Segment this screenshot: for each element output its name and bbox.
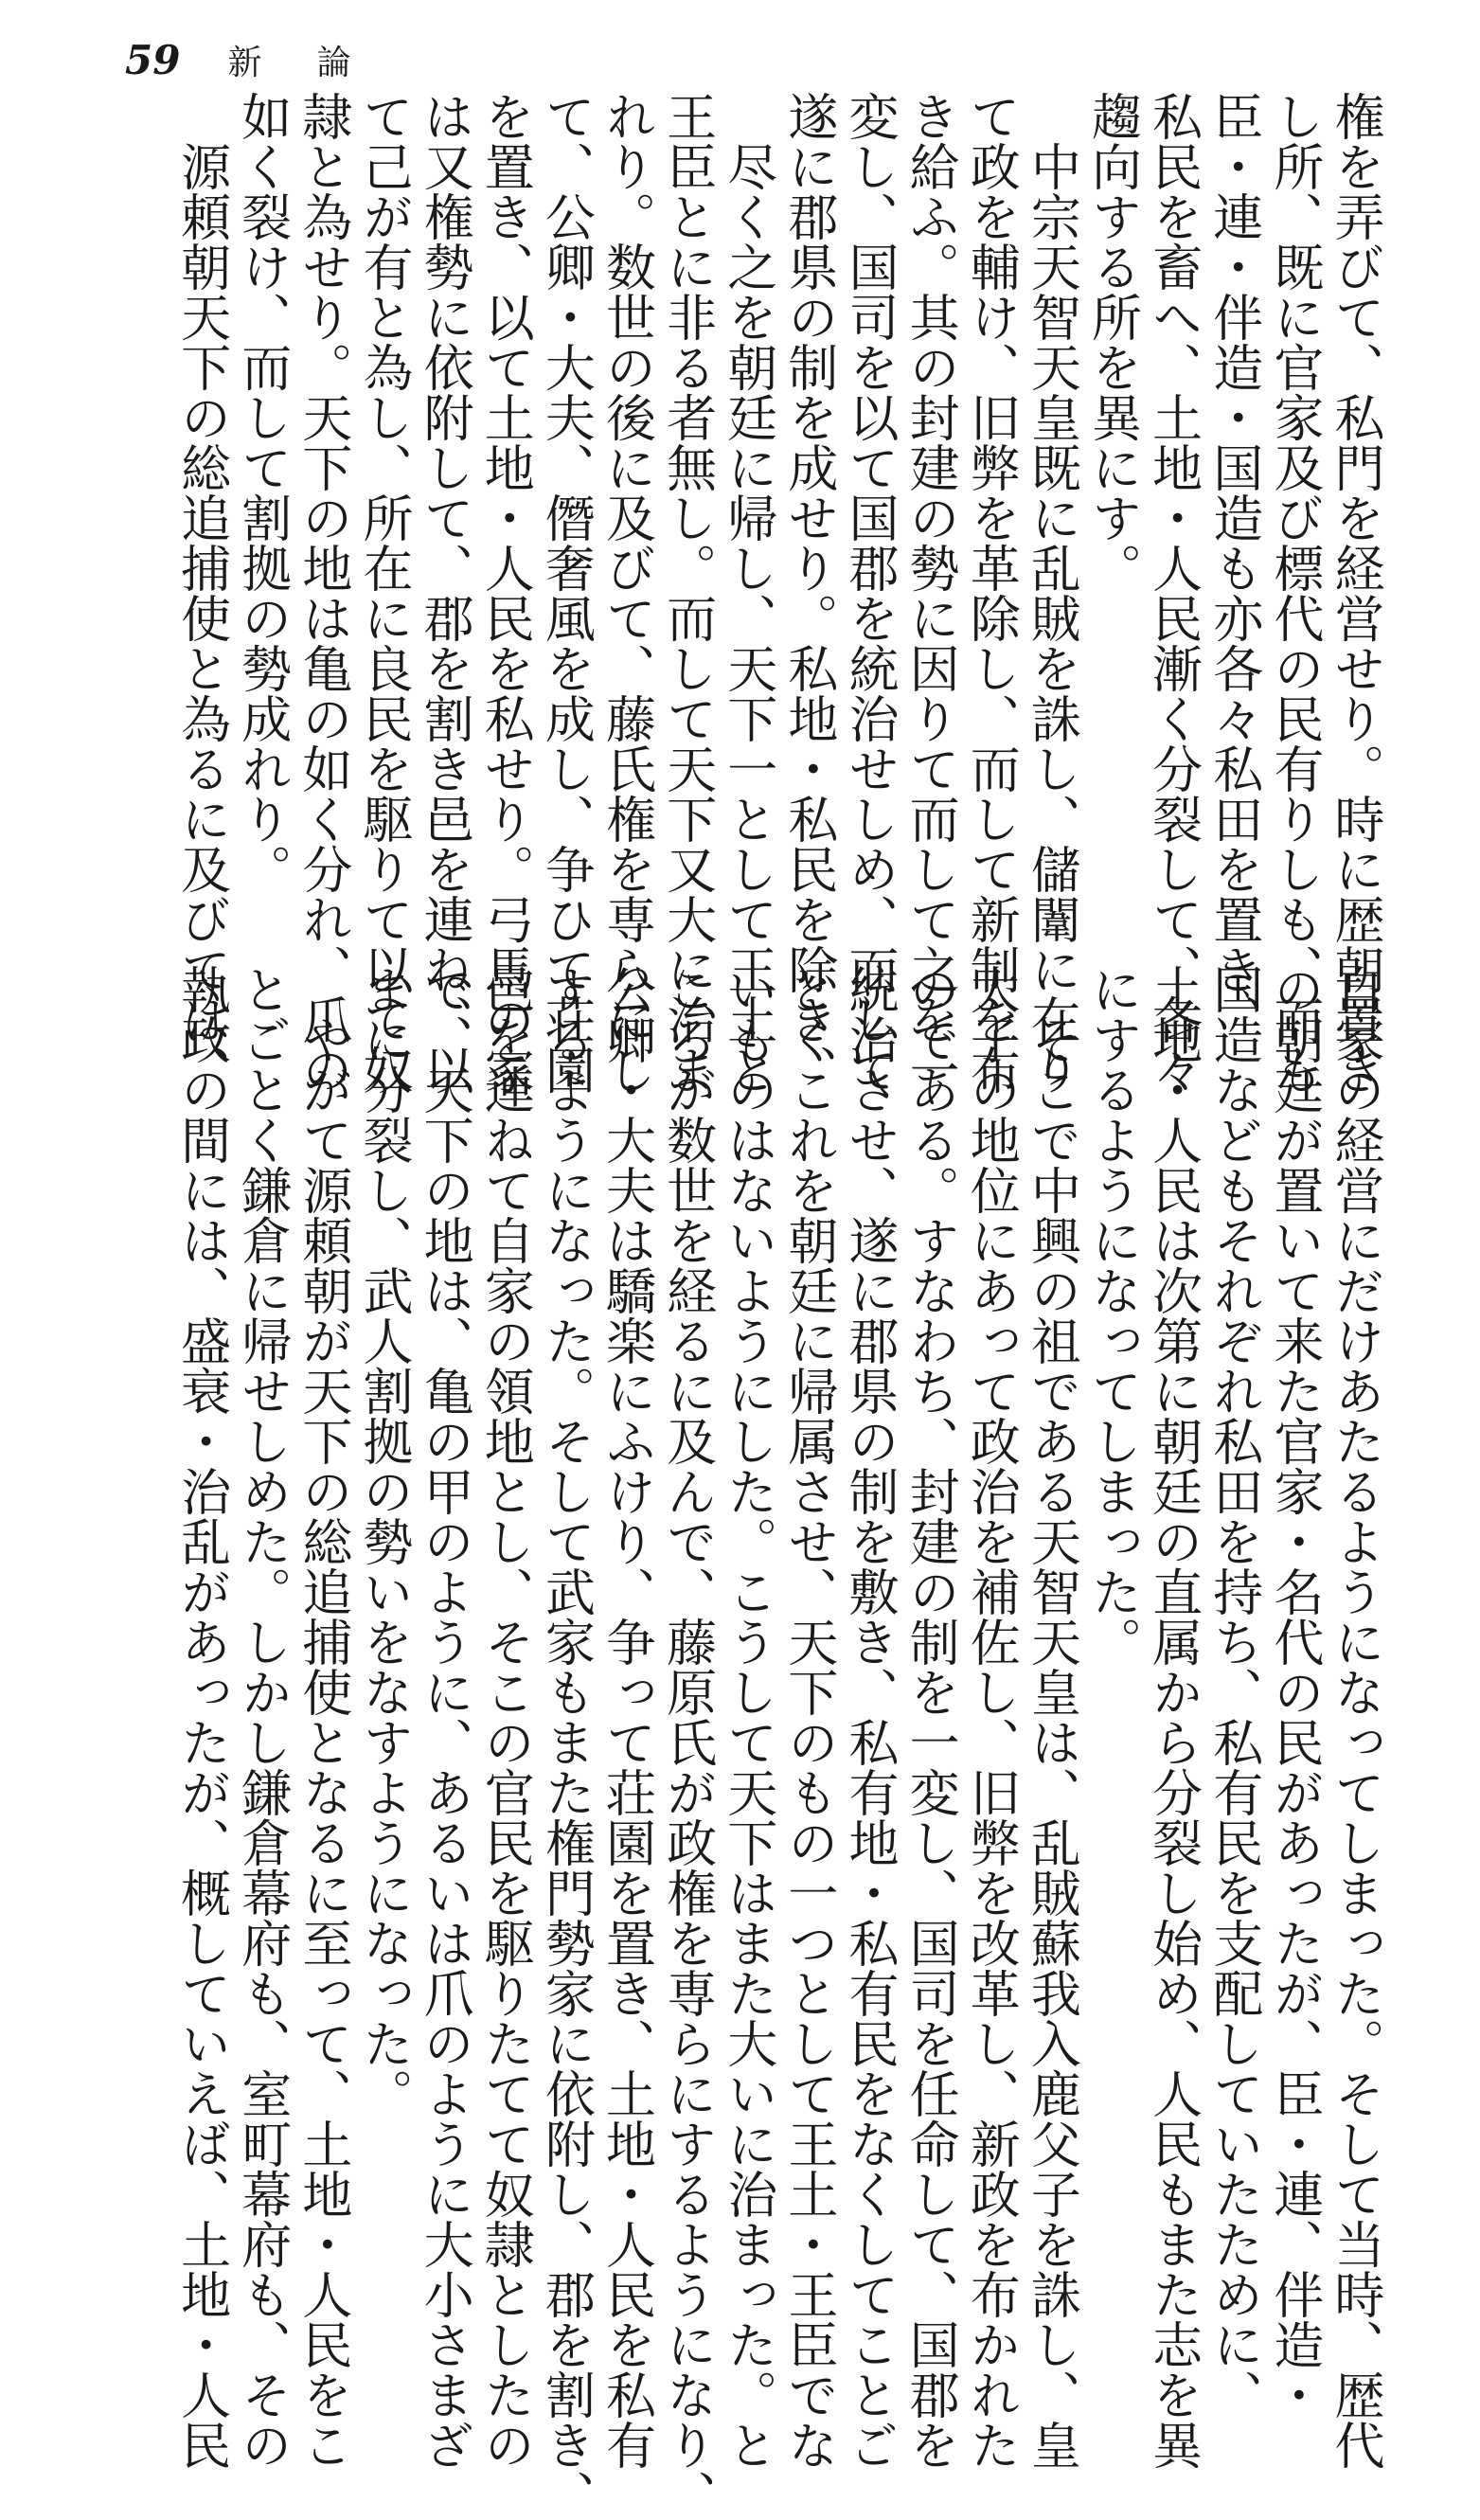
- classical-text-column: 源頼朝天下の総追捕使と為るに及びては、: [172, 141, 231, 1095]
- modern-text-column: いものはないようにした。こうして天下はまた大いに治まった。と: [719, 964, 777, 2470]
- classical-text-column: て政を輔け、旧弊を革除し、而して新制を布: [962, 91, 1021, 1095]
- modern-text-column: やがて源頼朝が天下の総追捕使となるに至って、土地・人民をこ: [294, 1014, 352, 2470]
- modern-text-column: するようになった。そして武家もまた権門勢家に依附し、郡を割き、: [537, 964, 596, 2520]
- classical-text-column: れり。数世の後に及びて、藤氏権を専らにし: [597, 91, 656, 1095]
- modern-translation-block: [154, 964, 1385, 2520]
- classical-text-column: て、公卿・大夫、僭奢風を成し、争ひて荘園: [537, 91, 596, 1095]
- classical-text-block: [154, 91, 1385, 1095]
- page-header: [125, 36, 405, 93]
- classical-text-column: 隷と為せり。天下の地は亀の如く分れ、爪の: [294, 91, 352, 1095]
- modern-text-column: そこで中興の祖である天智天皇は、乱賊蘇我入鹿父子を誅し、皇: [1023, 1014, 1081, 2470]
- modern-text-column: とくこれを朝廷に帰属させ、天下のもの一つとして王土・王臣でな: [779, 964, 838, 2470]
- modern-text-column: で、天下の地は、亀の甲のように、あるいは爪のように大小さまざ: [416, 964, 474, 2470]
- running-title: 新論: [227, 44, 406, 82]
- classical-text-column: し所、既に官家及び標代の民有りしも、而も: [1265, 91, 1324, 1095]
- modern-text-column: 土地・人民は次第に朝廷の直属から分裂し始め、人民もまた志を異: [1144, 964, 1203, 2470]
- classical-text-column: を置き、以て土地・人民を私せり。弓馬の家: [476, 91, 535, 1095]
- classical-text-column: 趨向する所を異にす。: [1083, 91, 1142, 593]
- classical-text-column: は又権勢に依附して、郡を割き邑を連ね、以: [416, 91, 474, 1095]
- modern-text-column: 太子の地位にあって政治を補佐し、旧弊を改革し、新政を布かれた: [962, 964, 1021, 2470]
- classical-text-column: 尽く之を朝廷に帰し、天下一として王土と: [719, 141, 777, 1095]
- classical-text-column: て己が有と為し、所在に良民を駆りて以て奴: [355, 91, 413, 1095]
- modern-text-column: 統治させ、遂に郡県の制を敷き、私有地・私有民をなくしてことご: [841, 964, 899, 2470]
- classical-text-column: き給ふ。其の封建の勢に因りて而して之を一: [901, 91, 960, 1095]
- modern-text-column: 国造などもそれぞれ私田を持ち、私有民を支配していたために、: [1204, 964, 1263, 2420]
- classical-text-column: 権を弄びて、私門を経営せり。時に歴朝置き: [1327, 91, 1384, 1095]
- classical-text-column: 私民を畜へ、土地・人民漸く分裂して、各々: [1144, 91, 1203, 1095]
- modern-text-column: 自家の経営にだけあたるようになってしまった。そして当時、歴代: [1327, 964, 1384, 2470]
- classical-text-column: 如く裂け、而して割拠の勢成れり。: [233, 91, 292, 894]
- classical-text-column: 中宗天智天皇既に乱賊を誅し、儲闈に在り: [1023, 141, 1081, 1095]
- classical-text-column: 臣・連・伴造・国造も亦各々私田を置き、: [1204, 91, 1263, 1045]
- modern-text-column: 公卿・大夫は驕楽にふけり、争って荘園を置き、土地・人民を私有: [597, 964, 656, 2470]
- classical-text-column: 遂に郡県の制を成せり。私地・私民を除き、: [779, 91, 838, 1095]
- modern-text-column: 執政の間には、盛衰・治乱があったが、概していえば、土地・人民: [172, 964, 231, 2470]
- modern-text-column: まに分裂し、武人割拠の勢いをなすようになった。: [355, 964, 413, 2118]
- classical-text-column: 変し、国司を以て国郡を統治せしめ、而して: [841, 91, 899, 1095]
- modern-text-column: の朝廷が置いて来た官家・名代の民があったが、臣・連、伴造・: [1265, 964, 1324, 2420]
- classical-text-column: 王臣とに非る者無し。而して天下又大に治ま: [658, 91, 717, 1095]
- modern-text-column: にするようになってしまった。: [1083, 964, 1142, 1667]
- modern-text-column: 邑を連ねて自家の領地とし、そこの官民を駆りたてて奴隷としたの: [476, 964, 535, 2470]
- page-number: 59: [125, 37, 181, 83]
- modern-text-column: ころが数世を経るに及んで、藤原氏が政権を専らにするようになり、: [658, 964, 717, 2520]
- modern-text-column: とごとく鎌倉に帰せしめた。しかし鎌倉幕府も、室町幕府も、その: [233, 964, 292, 2470]
- modern-text-column: のである。すなわち、封建の制を一変し、国司を任命して、国郡を: [901, 964, 960, 2470]
